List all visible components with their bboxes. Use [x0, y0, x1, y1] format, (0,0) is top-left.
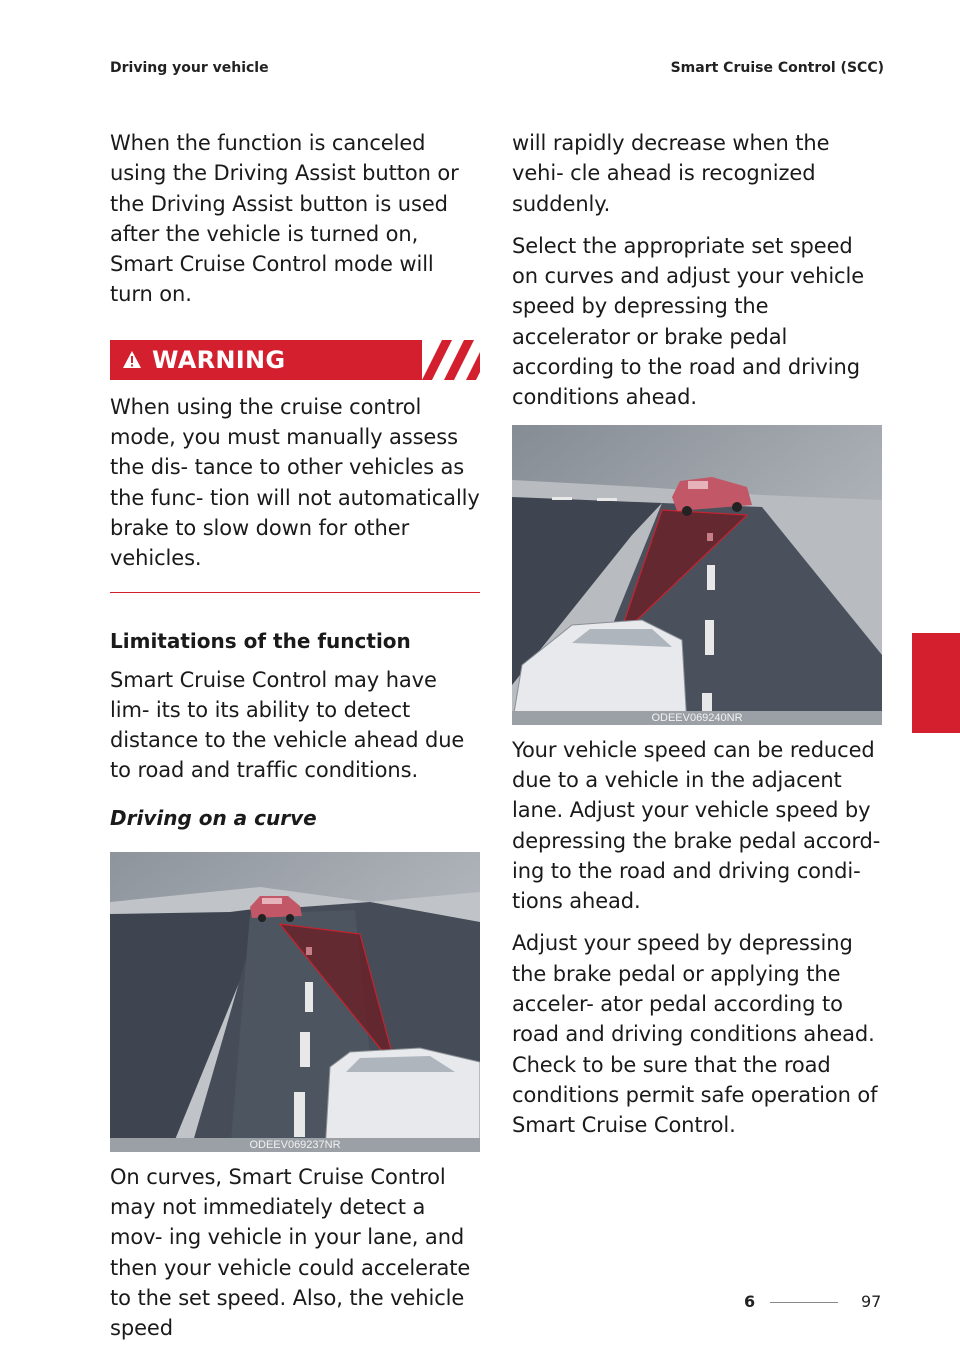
adjacent-lane-paragraph: Your vehicle speed can be reduced due to a vehicle in the adjacent lane. Adjust your vehicle speed by depressing the brake pedal accord- ing to the road and driving condi- tions ahead.	[512, 737, 881, 914]
set-speed-paragraph: Select the appropriate set speed on curves and adjust your vehicle speed by depressing the accelerator or brake pedal according to the road and driving conditions ahead.	[512, 233, 865, 410]
adjacent-lane-road-image	[512, 425, 882, 725]
warning-stripes	[422, 340, 480, 380]
adjacent-lane-illustration	[512, 425, 882, 725]
limitations-paragraph: Smart Cruise Control may have lim- its to its ability to detect distance to the vehicle ahead due to road and traffic conditions.	[110, 667, 465, 783]
warning-divider	[110, 592, 480, 593]
continued-paragraph: will rapidly decrease when the vehi- cle ahead is recognized suddenly.	[512, 131, 830, 216]
left-column	[110, 128, 480, 1356]
curve-heading: Driving on a curve	[110, 805, 317, 830]
warning-title: WARNING	[152, 345, 286, 374]
own-vehicle-icon	[325, 1048, 480, 1152]
curve-paragraph: On curves, Smart Cruise Control may not immediately detect a mov- ing vehicle in your lane, and then your vehicle could accelerate to the set speed. Also, the vehicle speed	[110, 1164, 471, 1341]
chapter-tab-number: 6	[915, 707, 929, 728]
warning-triangle-icon	[122, 350, 142, 370]
footer-chapter-number: 6	[744, 1292, 756, 1311]
running-header-right: Smart Cruise Control (SCC)	[670, 60, 884, 76]
warning-banner	[110, 340, 480, 380]
intro-paragraph: When the function is canceled using the Driving Assist button or the Driving Assist button is used after the vehicle is turned on, Smart Cruise Control mode will turn on.	[110, 131, 459, 307]
adjust-speed-paragraph: Adjust your speed by depressing the brake pedal or applying the acceler- ator pedal according to road and driving conditions ahead. Check to be sure that the road conditions permit safe operation of Smart Cruise Control.	[512, 931, 878, 1138]
right-column	[512, 128, 882, 1153]
footer-divider	[770, 1302, 838, 1303]
figure-caption: ODEEV069237NR	[110, 1138, 480, 1152]
running-header-left: Driving your vehicle	[110, 60, 269, 76]
figure-caption-2: ODEEV069240NR	[512, 711, 882, 725]
curve-road-image	[110, 852, 480, 1152]
footer-page-number: 97	[861, 1292, 882, 1311]
warning-text: When using the cruise control mode, you must manually assess the dis- tance to other vehicles as the func- tion will not automatically brake to slow down for other vehicles.	[110, 394, 480, 571]
curve-illustration	[110, 852, 480, 1152]
limitations-heading: Limitations of the function	[110, 628, 411, 653]
